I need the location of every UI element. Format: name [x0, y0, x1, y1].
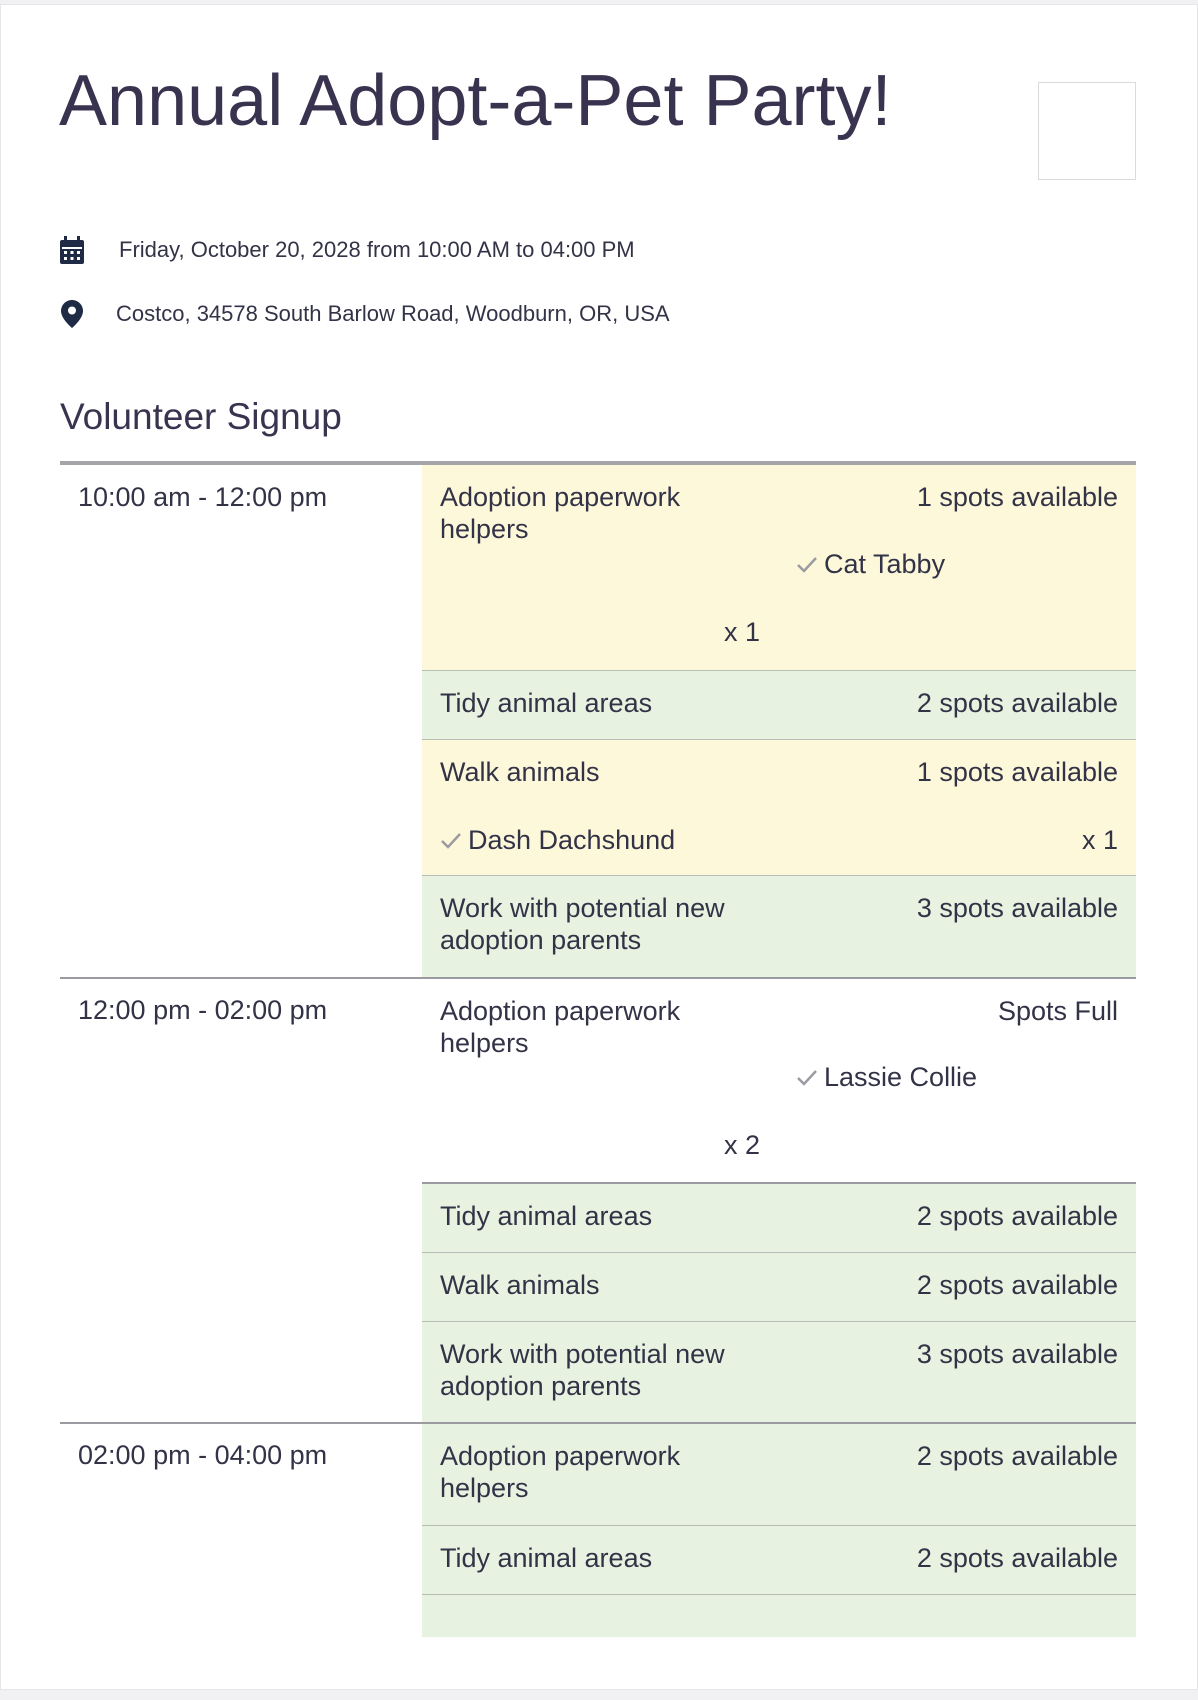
task-name: Tidy animal areas: [440, 688, 653, 718]
event-location-text: Costco, 34578 South Barlow Road, Woodburn, OR, USA: [116, 301, 670, 326]
event-title: Annual Adopt-a-Pet Party!: [59, 61, 892, 141]
task-row[interactable]: [422, 739, 1136, 876]
check-icon: [440, 830, 462, 850]
time-slot-label: 02:00 pm - 04:00 pm: [78, 1440, 328, 1470]
event-image-placeholder: [1038, 82, 1136, 180]
check-icon: [796, 554, 818, 574]
check-icon: [796, 1067, 818, 1087]
task-row[interactable]: [422, 1252, 1136, 1322]
volunteer-name: Lassie Collie: [824, 1062, 978, 1092]
event-date-row: [59, 235, 635, 265]
volunteer-name: Cat Tabby: [824, 549, 946, 579]
volunteer-signup-heading: Volunteer Signup: [60, 396, 342, 437]
task-row[interactable]: [422, 875, 1136, 979]
volunteer-entry: [440, 824, 675, 856]
task-status: 1 spots available: [916, 482, 1118, 512]
task-status: 3 spots available: [916, 1339, 1118, 1369]
task-status: 2 spots available: [916, 1543, 1118, 1573]
task-row[interactable]: [422, 977, 1136, 1183]
volunteer-entry: [796, 548, 945, 580]
event-date-text: Friday, October 20, 2028 from 10:00 AM to 04:00 PM: [119, 237, 635, 262]
time-slot-divider: [60, 977, 422, 979]
time-slot-label: 10:00 am - 12:00 pm: [78, 482, 328, 512]
task-status: Spots Full: [997, 996, 1118, 1026]
task-status: 2 spots available: [916, 688, 1118, 718]
task-status: 2 spots available: [916, 1201, 1118, 1231]
task-name: Walk animals: [440, 757, 600, 787]
volunteer-entry: [796, 1061, 977, 1093]
volunteer-quantity: x 1: [1081, 825, 1118, 855]
task-row[interactable]: [422, 465, 1136, 670]
task-status: 2 spots available: [916, 1441, 1118, 1471]
volunteer-quantity: x 2: [724, 1130, 761, 1160]
task-row-empty: [422, 1594, 1136, 1637]
time-slot-divider: [60, 1422, 422, 1424]
task-status: 3 spots available: [916, 893, 1118, 923]
task-row[interactable]: [422, 1321, 1136, 1425]
volunteer-name: Dash Dachshund: [468, 825, 676, 855]
task-name: Work with potential new adoption parents: [440, 1339, 725, 1401]
calendar-icon: [59, 235, 85, 265]
task-name: Work with potential new adoption parents: [440, 893, 725, 955]
task-row[interactable]: [422, 670, 1136, 740]
task-status: 2 spots available: [916, 1270, 1118, 1300]
event-location-row: [59, 299, 670, 329]
task-name: Adoption paperwork helpers: [440, 482, 681, 544]
task-name: Walk animals: [440, 1270, 600, 1300]
task-name: Tidy animal areas: [440, 1543, 653, 1573]
task-row[interactable]: [422, 1182, 1136, 1252]
task-name: Adoption paperwork helpers: [440, 1441, 681, 1503]
task-name: Tidy animal areas: [440, 1201, 653, 1231]
task-status: 1 spots available: [916, 757, 1118, 787]
task-row[interactable]: [422, 1422, 1136, 1526]
volunteer-quantity: x 1: [724, 617, 761, 647]
signup-page: [0, 4, 1198, 1690]
time-slot-label: 12:00 pm - 02:00 pm: [78, 995, 328, 1025]
task-name: Adoption paperwork helpers: [440, 996, 681, 1058]
map-pin-icon: [59, 299, 85, 329]
task-row[interactable]: [422, 1525, 1136, 1595]
